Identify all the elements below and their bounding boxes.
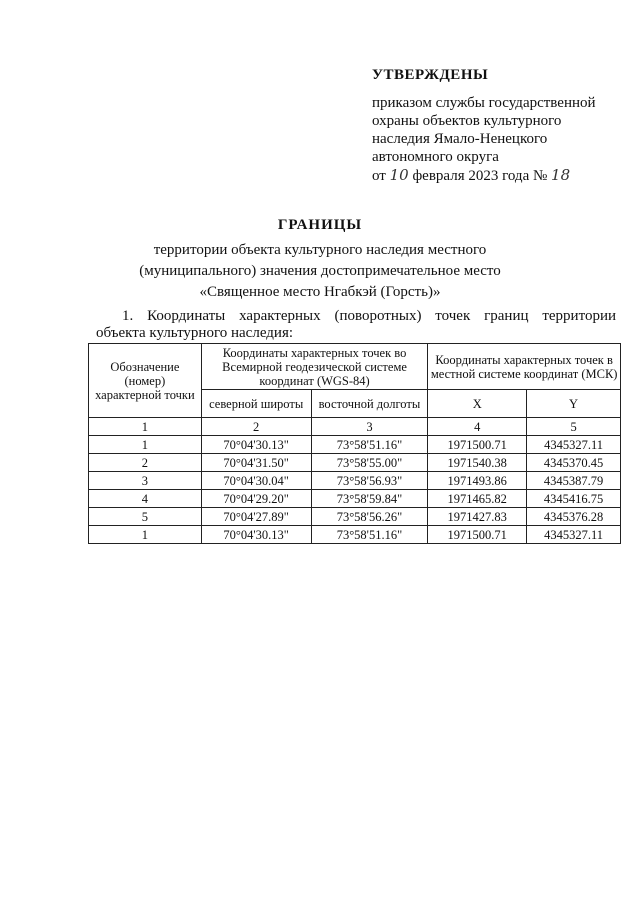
point-cell: 2: [89, 454, 202, 472]
handwritten-day: 10: [389, 166, 409, 184]
column-number: 2: [201, 418, 311, 436]
point-cell: 5: [89, 508, 202, 526]
approval-heading: УТВЕРЖДЕНЫ: [372, 67, 489, 83]
column-number: 5: [527, 418, 621, 436]
table-row: [89, 454, 621, 472]
subheader-x: X: [428, 390, 527, 418]
lat-cell: 70°04'27.89": [201, 508, 311, 526]
point-cell: 1: [89, 436, 202, 454]
date-prefix: от: [372, 168, 386, 184]
approval-line: приказом службы государственной: [372, 95, 596, 111]
point-cell: 4: [89, 490, 202, 508]
lat-cell: 70°04'30.13": [201, 526, 311, 544]
approval-line: охраны объектов культурного: [372, 113, 562, 129]
title-line: «Священное место Нгабкэй (Горсть)»: [199, 284, 441, 300]
x-cell: 1971540.38: [428, 454, 527, 472]
point-cell: 1: [89, 526, 202, 544]
y-cell: 4345387.79: [527, 472, 621, 490]
document-title: [80, 215, 560, 303]
column-number: 1: [89, 418, 202, 436]
table-row: [89, 508, 621, 526]
header-msk: Координаты характерных точек в местной системе координат (МСК): [428, 344, 621, 390]
lon-cell: 73°58'56.93": [311, 472, 428, 490]
coordinates-table: [88, 343, 621, 544]
point-cell: 3: [89, 472, 202, 490]
approval-date: [372, 166, 622, 185]
table-row: [89, 472, 621, 490]
approval-line: автономного округа: [372, 149, 499, 165]
lon-cell: 73°58'56.26": [311, 508, 428, 526]
handwritten-order-number: 18: [551, 166, 571, 184]
intro-line: объекта культурного наследия:: [96, 325, 294, 341]
lon-cell: 73°58'51.16": [311, 436, 428, 454]
intro-line: 1. Координаты характерных (поворотных) точек границ территории: [122, 308, 616, 324]
header-point: Обозначение (номер) характерной точки: [89, 344, 202, 418]
column-number-row: [89, 418, 621, 436]
lat-cell: 70°04'29.20": [201, 490, 311, 508]
approval-block: [372, 66, 622, 185]
subheader-north: северной широты: [201, 390, 311, 418]
y-cell: 4345416.75: [527, 490, 621, 508]
lon-cell: 73°58'51.16": [311, 526, 428, 544]
date-rest: февраля 2023 года №: [412, 168, 548, 184]
title-line: территории объекта культурного наследия местного: [153, 242, 487, 258]
y-cell: 4345327.11: [527, 436, 621, 454]
y-cell: 4345376.28: [527, 508, 621, 526]
lon-cell: 73°58'55.00": [311, 454, 428, 472]
lat-cell: 70°04'30.13": [201, 436, 311, 454]
table-row: [89, 490, 621, 508]
y-cell: 4345327.11: [527, 526, 621, 544]
subheader-east: восточной долготы: [311, 390, 428, 418]
lat-cell: 70°04'31.50": [201, 454, 311, 472]
intro-paragraph: [96, 308, 616, 342]
x-cell: 1971465.82: [428, 490, 527, 508]
x-cell: 1971493.86: [428, 472, 527, 490]
column-number: 4: [428, 418, 527, 436]
title-line: (муниципального) значения достопримечательное место: [139, 263, 501, 279]
approval-line: наследия Ямало-Ненецкого: [372, 131, 548, 147]
table-row: [89, 526, 621, 544]
x-cell: 1971500.71: [428, 526, 527, 544]
lon-cell: 73°58'59.84": [311, 490, 428, 508]
lat-cell: 70°04'30.04": [201, 472, 311, 490]
y-cell: 4345370.45: [527, 454, 621, 472]
x-cell: 1971500.71: [428, 436, 527, 454]
title-main: ГРАНИЦЫ: [277, 217, 363, 233]
subheader-y: Y: [527, 390, 621, 418]
column-number: 3: [311, 418, 428, 436]
x-cell: 1971427.83: [428, 508, 527, 526]
header-wgs: Координаты характерных точек во Всемирной геодезической системе координат (WGS-84): [201, 344, 428, 390]
table-row: [89, 436, 621, 454]
